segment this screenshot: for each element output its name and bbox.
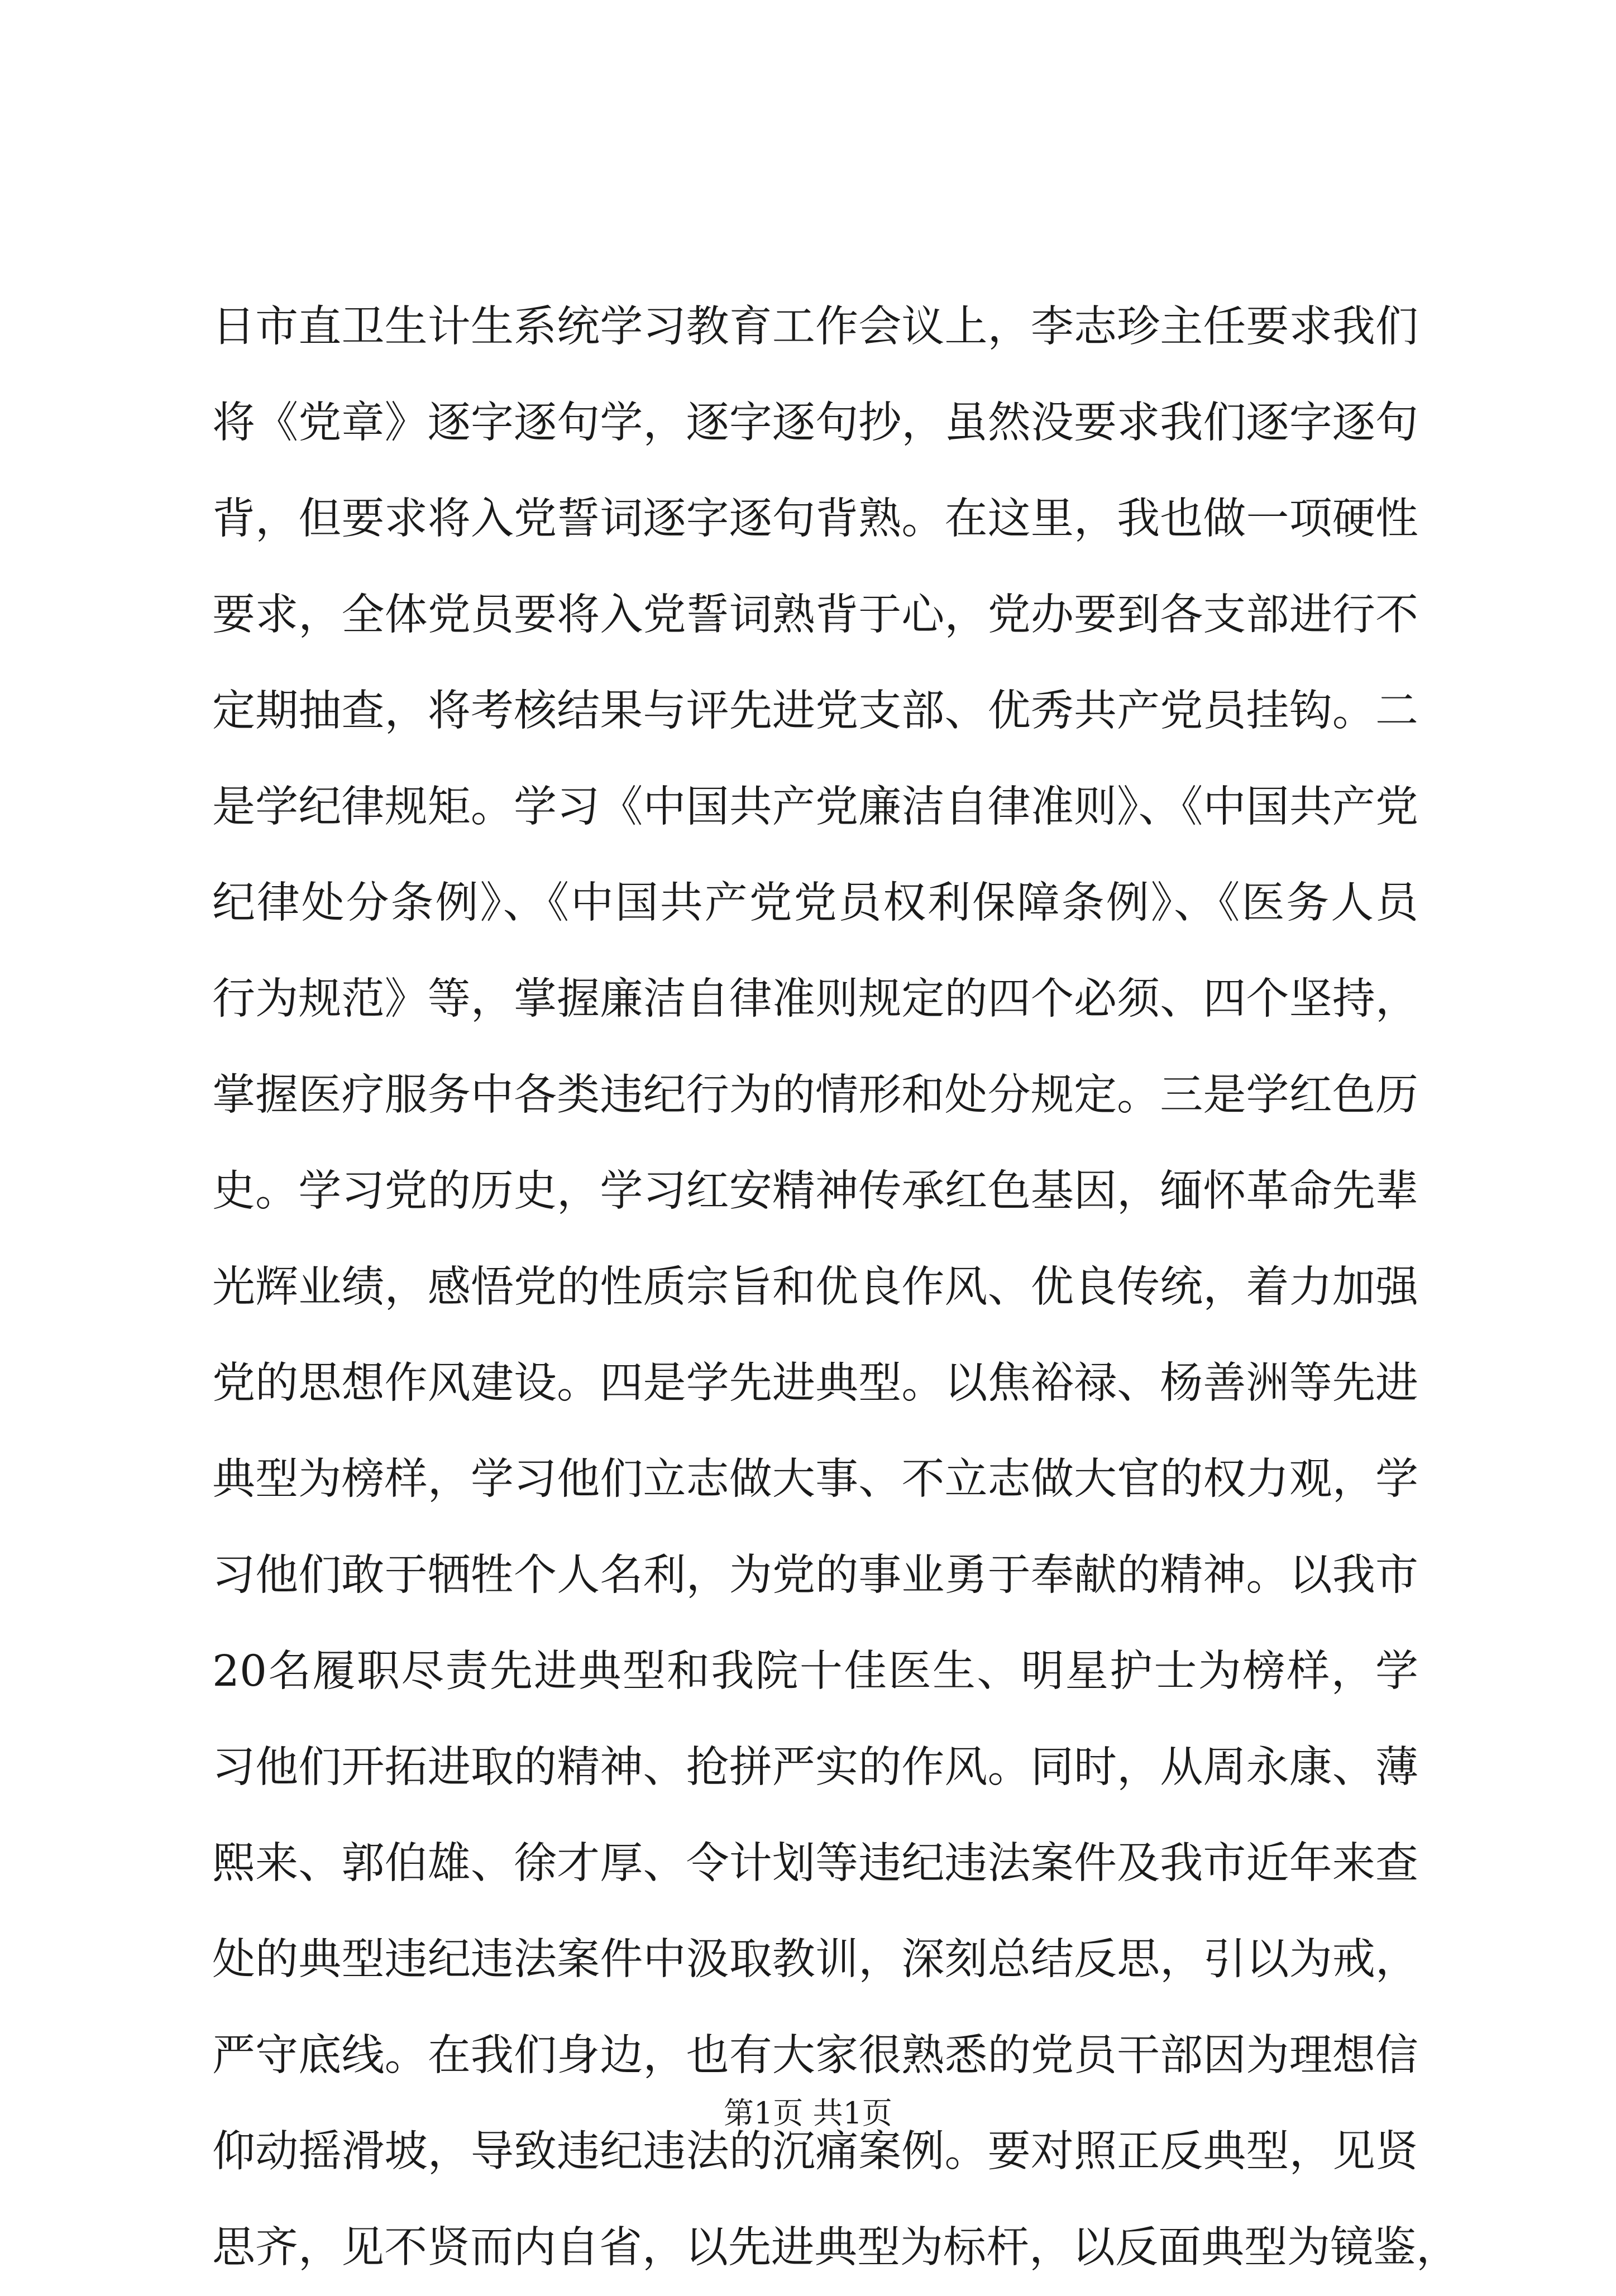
- text-line: 严守底线。在我们身边，也有大家很熟悉的党员干部因为理想信: [212, 2031, 1418, 2080]
- text-line: 典型为榜样，学习他们立志做大事、不立志做大官的权力观，学: [212, 1455, 1418, 1504]
- text-line: 党的思想作风建设。四是学先进典型。以焦裕禄、杨善洲等先进: [212, 1359, 1418, 1408]
- text-line: 将《党章》逐字逐句学，逐字逐句抄，虽然没要求我们逐字逐句: [212, 398, 1418, 448]
- text-line: 日市直卫生计生系统学习教育工作会议上，李志珍主任要求我们: [212, 302, 1418, 352]
- text-line: 习他们开拓进取的精神、抢拼严实的作风。同时，从周永康、薄: [212, 1743, 1418, 1792]
- text-line: 仰动摇滑坡，导致违纪违法的沉痛案例。要对照正反典型，见贤: [212, 2127, 1418, 2177]
- text-line: 纪律处分条例》、《中国共产党党员权利保障条例》、《医务人员: [212, 878, 1418, 928]
- text-line: 定期抽查，将考核结果与评先进党支部、优秀共产党员挂钩。二: [212, 686, 1418, 736]
- text-line: 史。学习党的历史，学习红安精神传承红色基因，缅怀革命先辈: [212, 1166, 1418, 1216]
- text-line: 思齐，见不贤而内自省，以先进典型为标杆，以反面典型为镜鉴，: [212, 2223, 1459, 2273]
- page-footer: 第1页 共1页: [724, 2096, 892, 2131]
- text-line: 处的典型违纪违法案件中汲取教训，深刻总结反思，引以为戒，: [212, 1935, 1418, 1984]
- text-line: 习他们敢于牺牲个人名利，为党的事业勇于奉献的精神。以我市: [212, 1551, 1418, 1600]
- text-line: 20名履职尽责先进典型和我院十佳医生、明星护士为榜样，学: [212, 1647, 1418, 1696]
- text-line: 光辉业绩，感悟党的性质宗旨和优良作风、优良传统，着力加强: [212, 1262, 1418, 1312]
- body-text: [212, 279, 1459, 2296]
- text-line: 掌握医疗服务中各类违纪行为的情形和处分规定。三是学红色历: [212, 1070, 1418, 1120]
- text-line: 是学纪律规矩。学习《中国共产党廉洁自律准则》、《中国共产党: [212, 782, 1418, 832]
- text-line: 要求，全体党员要将入党誓词熟背于心，党办要到各支部进行不: [212, 590, 1418, 640]
- text-line: 行为规范》等，掌握廉洁自律准则规定的四个必须、四个坚持，: [212, 974, 1418, 1024]
- text-line: 熙来、郭伯雄、徐才厚、令计划等违纪违法案件及我市近年来查: [212, 1839, 1418, 1888]
- text-line: 背，但要求将入党誓词逐字逐句背熟。在这里，我也做一项硬性: [212, 494, 1418, 544]
